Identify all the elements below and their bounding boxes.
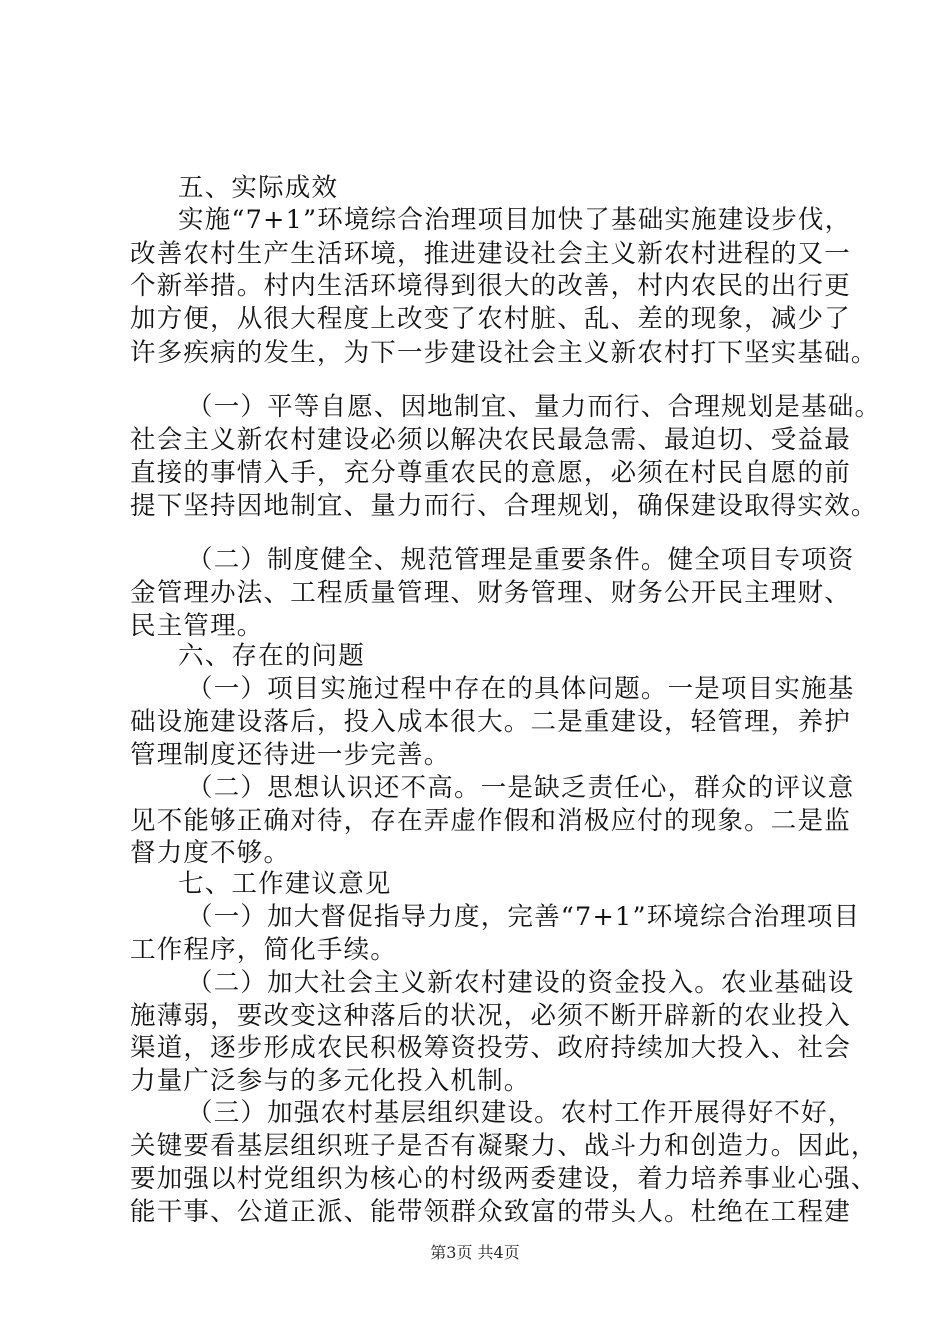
section-heading-7: 七、工作建议意见 [178,869,392,899]
paragraph-line: 础设施建设落后，投入成本很大。二是重建设，轻管理，养护 [130,707,851,737]
paragraph-line: 直接的事情入手，充分尊重农民的意愿，必须在村民自愿的前 [130,458,851,488]
paragraph-line: 改善农村生产生活环境，推进建设社会主义新农村进程的又一 [130,239,851,269]
paragraph-line: （二）加大社会主义新农村建设的资金投入。农业基础设 [187,968,855,998]
paragraph-line: 金管理办法、工程质量管理、财务管理、财务公开民主理财、 [130,578,851,608]
paragraph-line: （一）平等自愿、因地制宜、量力而行、合理规划是基础。 [187,392,882,422]
paragraph-line: 关键要看基层组织班子是否有凝聚力、战斗力和创造力。因此， [130,1131,878,1161]
paragraph-line: 民主管理。 [130,611,264,641]
paragraph-line: （二）制度健全、规范管理是重要条件。健全项目专项资 [187,545,855,575]
paragraph-line: 力量广泛参与的多元化投入机制。 [130,1066,531,1096]
paragraph-line: 提下坚持因地制宜、量力而行、合理规划，确保建设取得实效。 [130,491,878,521]
paragraph-line: （二）思想认识还不高。一是缺乏责任心，群众的评议意 [187,773,855,803]
paragraph-line: 工作程序，简化手续。 [130,935,398,965]
paragraph-line: （三）加强农村基层组织建设。农村工作开展得好不好， [187,1098,855,1128]
paragraph-line: 个新举措。村内生活环境得到很大的改善，村内农民的出行更 [130,271,851,301]
paragraph-line: 能干事、公道正派、能带领群众致富的带头人。杜绝在工程建 [130,1197,851,1227]
page-footer: 第3页 共4页 [430,1243,520,1262]
paragraph-line: （一）项目实施过程中存在的具体问题。一是项目实施基 [187,674,855,704]
paragraph-line: 管理制度还待进一步完善。 [130,740,451,770]
paragraph-line: 要加强以村党组织为核心的村级两委建设，着力培养事业心强、 [130,1164,878,1194]
paragraph-line: 施薄弱，要改变这种落后的状况，必须不断开辟新的农业投入 [130,1001,851,1031]
paragraph-line: （一）加大督促指导力度，完善“7+1”环境综合治理项目 [187,902,861,932]
paragraph-line: 见不能够正确对待，存在弄虚作假和消极应付的现象。二是监 [130,806,851,836]
paragraph-line: 督力度不够。 [130,838,291,868]
section-heading-5: 五、实际成效 [178,173,339,203]
paragraph-line: 许多疾病的发生，为下一步建设社会主义新农村打下坚实基础。 [130,338,878,368]
paragraph-line: 实施“7+1”环境综合治理项目加快了基础实施建设步伐， [178,205,852,235]
paragraph-line: 加方便，从很大程度上改变了农村脏、乱、差的现象，减少了 [130,304,851,334]
paragraph-line: 社会主义新农村建设必须以解决农民最急需、最迫切、受益最 [130,425,851,455]
paragraph-line: 渠道，逐步形成农民积极筹资投劳、政府持续加大投入、社会 [130,1033,851,1063]
section-heading-6: 六、存在的问题 [178,641,365,671]
